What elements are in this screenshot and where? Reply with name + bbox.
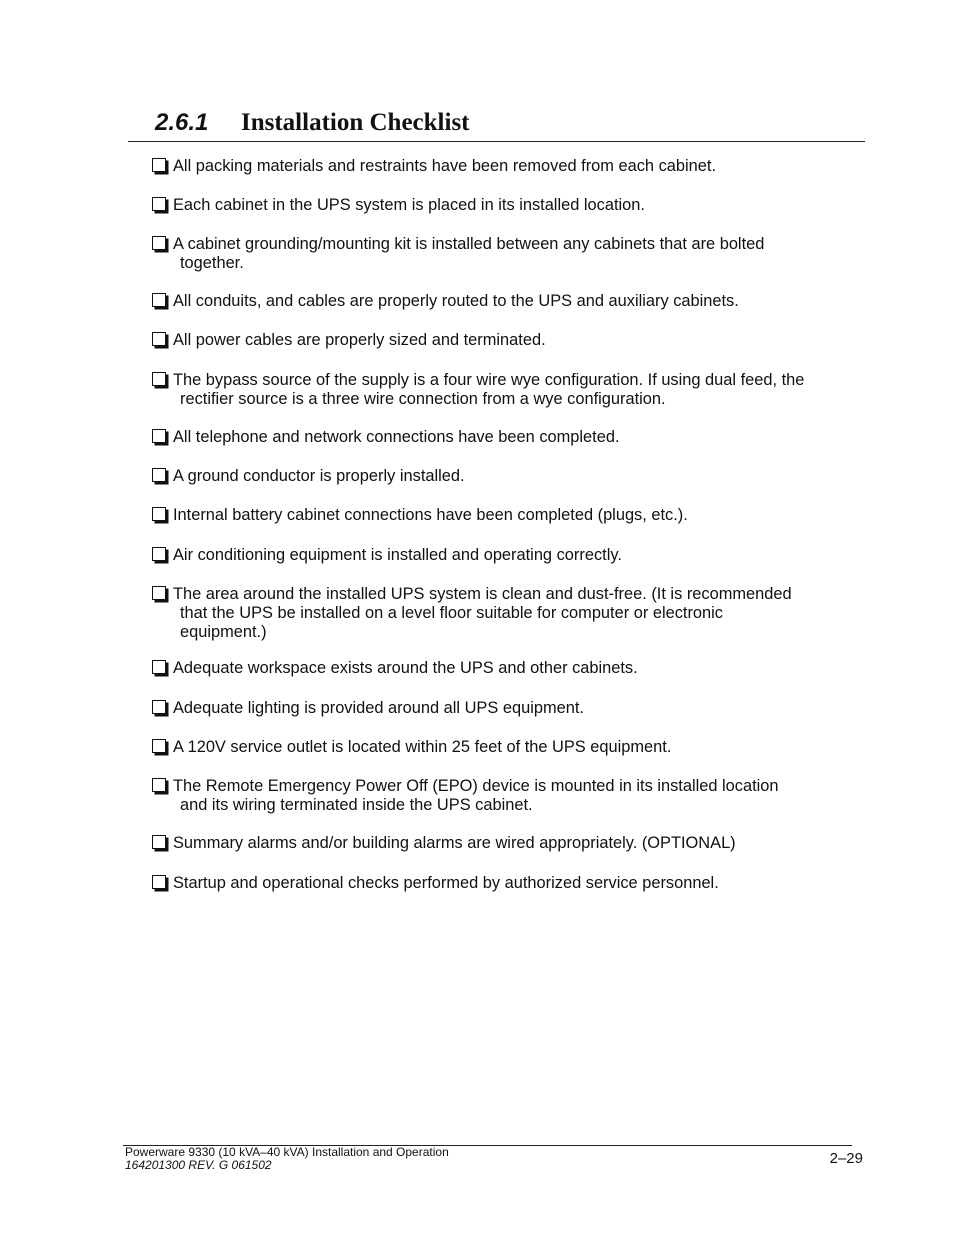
footer-revision: 164201300 REV. G 061502 <box>125 1158 272 1172</box>
checkbox[interactable] <box>152 332 166 346</box>
footer-document-title: Powerware 9330 (10 kVA–40 kVA) Installation and Operation <box>125 1145 449 1159</box>
checklist-item-line: The area around the installed UPS system is clean and dust-free. (It is recommended <box>173 585 792 603</box>
footer <box>125 1146 449 1172</box>
checklist-item-text <box>173 157 853 176</box>
checklist-item-line: All power cables are properly sized and terminated. <box>173 331 546 349</box>
checkbox[interactable] <box>152 586 166 600</box>
checkbox[interactable] <box>152 700 166 714</box>
checklist-item-line: rectifier source is a three wire connection from a wye configuration. <box>180 390 666 408</box>
checkbox[interactable] <box>152 293 166 307</box>
checklist-item-line: Each cabinet in the UPS system is placed in its installed location. <box>173 196 645 214</box>
checklist-item-line: All telephone and network connections have been completed. <box>173 428 620 446</box>
checkbox[interactable] <box>152 547 166 561</box>
checklist-item-line: All conduits, and cables are properly routed to the UPS and auxiliary cabinets. <box>173 292 739 310</box>
checklist-item-line: All packing materials and restraints have been removed from each cabinet. <box>173 157 716 175</box>
checklist-item-line: A cabinet grounding/mounting kit is installed between any cabinets that are bolted <box>173 235 765 253</box>
checklist-item-line: Adequate lighting is provided around all UPS equipment. <box>173 699 584 717</box>
section-header <box>128 108 865 142</box>
checklist-item-text <box>173 331 853 350</box>
checkbox[interactable] <box>152 158 166 172</box>
checklist-item-line: Startup and operational checks performed by authorized service personnel. <box>173 874 719 892</box>
checkbox[interactable] <box>152 197 166 211</box>
checklist-item-text <box>173 659 853 678</box>
checklist-item-text <box>173 738 853 757</box>
checkbox[interactable] <box>152 507 166 521</box>
checklist-item-text <box>173 235 853 273</box>
checklist-item-text <box>173 371 853 409</box>
checkbox[interactable] <box>152 875 166 889</box>
checkbox[interactable] <box>152 739 166 753</box>
checklist-item-line: Air conditioning equipment is installed and operating correctly. <box>173 546 622 564</box>
checkbox[interactable] <box>152 835 166 849</box>
checklist-item-text <box>173 506 853 525</box>
checklist-item-text <box>173 777 853 815</box>
checkbox[interactable] <box>152 660 166 674</box>
checkbox[interactable] <box>152 468 166 482</box>
checklist-item-line: equipment.) <box>180 623 267 641</box>
page-number: 2–29 <box>829 1150 863 1167</box>
checklist-item-line: Adequate workspace exists around the UPS and other cabinets. <box>173 659 638 677</box>
checklist-item-text <box>173 874 853 893</box>
checklist-item-text <box>173 585 853 642</box>
section-title: Installation Checklist <box>241 109 470 136</box>
checklist-item-line: A 120V service outlet is located within 25 feet of the UPS equipment. <box>173 738 672 756</box>
checklist-item-line: Summary alarms and/or building alarms are wired appropriately. (OPTIONAL) <box>173 834 736 852</box>
checklist-item-line: Internal battery cabinet connections have been completed (plugs, etc.). <box>173 506 688 524</box>
checklist-item-text <box>173 292 853 311</box>
checklist-item-text <box>173 467 853 486</box>
checklist-item-line: together. <box>180 254 244 272</box>
checklist-item-text <box>173 546 853 565</box>
checkbox[interactable] <box>152 236 166 250</box>
checklist-item-line: The bypass source of the supply is a four wire wye configuration. If using dual feed, the <box>173 371 805 389</box>
section-number: 2.6.1 <box>155 109 209 136</box>
checklist-item-text <box>173 834 853 853</box>
checklist-item-line: A ground conductor is properly installed. <box>173 467 465 485</box>
checkbox[interactable] <box>152 429 166 443</box>
checkbox[interactable] <box>152 778 166 792</box>
checklist-item-text <box>173 196 853 215</box>
checklist-item-text <box>173 428 853 447</box>
checkbox[interactable] <box>152 372 166 386</box>
checklist-item-line: and its wiring terminated inside the UPS cabinet. <box>180 796 533 814</box>
checklist-item-line: The Remote Emergency Power Off (EPO) device is mounted in its installed location <box>173 777 779 795</box>
checklist-item-line: that the UPS be installed on a level floor suitable for computer or electronic <box>180 604 724 622</box>
checklist-item-text <box>173 699 853 718</box>
